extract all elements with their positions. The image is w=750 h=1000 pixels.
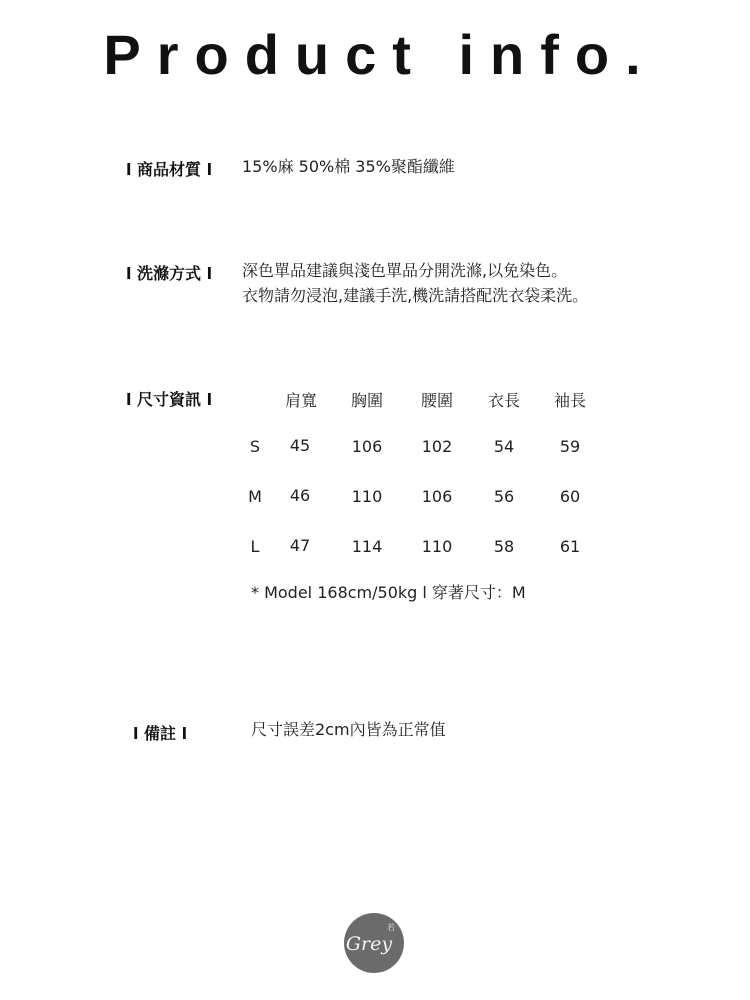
grey-logo: [343, 912, 405, 974]
logo-accent: 若: [387, 923, 395, 932]
size-cell: 106: [351, 437, 383, 456]
size-row-size: S: [249, 437, 261, 456]
size-header-sleeve: 袖長: [553, 391, 587, 410]
size-cell: 106: [421, 487, 453, 506]
size-cell: 59: [559, 437, 581, 456]
size-cell: 61: [559, 537, 581, 556]
washing-line-2: 衣物請勿浸泡,建議手洗,機洗請搭配洗衣袋柔洗。: [242, 286, 589, 305]
size-cell: 110: [351, 487, 383, 506]
size-cell: 110: [421, 537, 453, 556]
material-label: l 商品材質 l: [126, 160, 213, 179]
model-note: * Model 168cm/50kg l 穿著尺寸：M: [251, 583, 526, 602]
size-cell: 102: [421, 437, 453, 456]
size-row-size: L: [250, 537, 260, 556]
size-cell: 56: [493, 487, 515, 506]
washing-label: l 洗滌方式 l: [126, 264, 213, 283]
washing-line-1: 深色單品建議與淺色單品分開洗滌,以免染色。: [242, 261, 568, 280]
size-cell: 46: [289, 486, 311, 505]
size-cell: 47: [289, 536, 311, 555]
page-title: Product info.: [103, 23, 657, 86]
size-header-waist: 腰圍: [420, 391, 454, 410]
logo-text: Grey: [345, 933, 393, 955]
size-header-shoulder: 肩寬: [284, 391, 318, 410]
size-header-chest: 胸圍: [350, 391, 384, 410]
size-cell: 54: [493, 437, 515, 456]
size-info-label: l 尺寸資訊 l: [126, 390, 213, 409]
size-row-size: M: [248, 487, 262, 506]
size-cell: 60: [559, 487, 581, 506]
size-cell: 45: [289, 436, 311, 455]
remarks-label: l 備註 l: [133, 724, 188, 743]
size-header-length: 衣長: [487, 391, 521, 410]
size-cell: 58: [493, 537, 515, 556]
size-cell: 114: [351, 537, 383, 556]
material-value: 15%麻 50%棉 35%聚酯纖維: [242, 157, 455, 176]
remarks-value: 尺寸誤差2cm內皆為正常值: [251, 720, 446, 739]
